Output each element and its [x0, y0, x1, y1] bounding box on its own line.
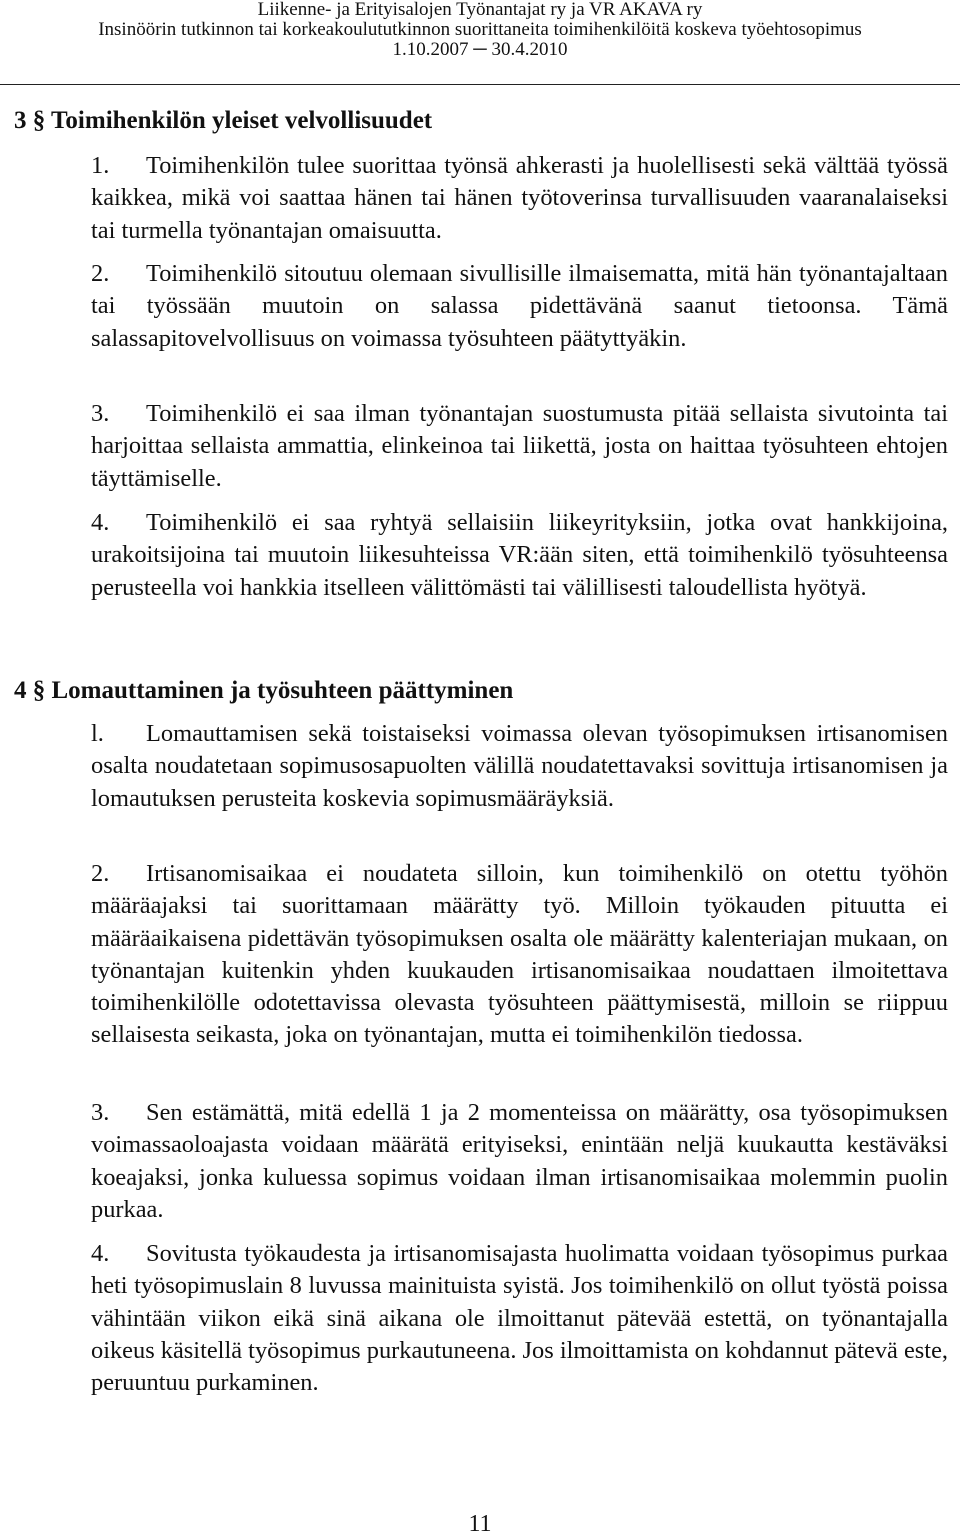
- page-number: 11: [468, 1511, 492, 1537]
- paragraph-number: 2.: [91, 260, 110, 287]
- section-heading-4: 4 § Lomauttaminen ja työsuhteen päättyminen: [14, 677, 514, 704]
- paragraph-number: 3.: [91, 1099, 110, 1126]
- paragraph-number: 4.: [91, 509, 110, 536]
- paragraph-number: 2.: [91, 860, 110, 887]
- paragraph-3-4: [91, 507, 948, 604]
- paragraph-3-1: [91, 150, 948, 247]
- paragraph-4-3: [91, 1097, 948, 1226]
- paragraph-3-3: [91, 398, 948, 495]
- header-line-3: 1.10.2007 ─ 30.4.2010: [392, 39, 568, 60]
- paragraph-number: 3.: [91, 400, 110, 427]
- paragraph-text: Toimihenkilön tulee suorittaa työnsä ahkerasti ja huolellisesti sekä välttää työssä kaikkea, mikä voi saattaa hänen tai hänen työtoverinsa turvallisuuden vaaranalaiseksi tai turmella työnantajan omaisuutta.: [91, 152, 948, 244]
- paragraph-number: 1.: [91, 152, 110, 179]
- paragraph-text: Toimihenkilö ei saa ryhtyä sellaisiin liikeyrityksiin, jotka ovat hankkijoina, urakoitsijoina tai muutoin liikesuhteissa VR:ään siten, että toimihenkilö työsuhteensa perusteella voi hankkia itselleen välittömästi tai välillisesti taloudellista hyötyä.: [91, 509, 948, 601]
- paragraph-number: l.: [91, 720, 104, 747]
- paragraph-4-1: [91, 718, 948, 815]
- paragraph-text: Sovitusta työkaudesta ja irtisanomisajasta huolimatta voidaan työsopimus purkaa heti työsopimuslain 8 luvussa mainituista syistä. Jos toimihenkilö on ollut työstä poissa vähintään viikon eikä sinä aikana ole ilmoittanut pätevää estettä, on työnantajalla oikeus käsitellä työsopimus purkautuneena. Jos ilmoittamista on kohdannut pätevä este, peruuntuu purkaminen.: [91, 1240, 948, 1397]
- paragraph-number: 4.: [91, 1240, 110, 1267]
- paragraph-text: Toimihenkilö ei saa ilman työnantajan suostumusta pitää sellaista sivutointa tai harjoittaa sellaista ammattia, elinkeinoa tai liikettä, josta on haittaa työsuhteen ehtojen täyttämiselle.: [91, 400, 948, 492]
- paragraph-3-2: [91, 258, 948, 355]
- paragraph-text: Irtisanomisaikaa ei noudateta silloin, kun toimihenkilö on otettu työhön määräajaksi tai suorittamaan määrätty työ. Milloin työkauden pituutta ei määräaikaisena pidettävän työsopimuksen osalta ole määrätty kalenteriajan mukaan, on työnantajan kuitenkin yhden kuukauden irtisanomisaikaa noudattaen ilmoitettava toimihenkilölle odotettavissa olevasta työsuhteen päättymisestä, milloin se riippuu sellaisesta seikasta, joka on työnantajan, mutta ei toimihenkilön tiedossa.: [91, 860, 948, 1049]
- header-line-1: Liikenne- ja Erityisalojen Työnantajat ry ja VR AKAVA ry: [257, 0, 703, 20]
- paragraph-text: Toimihenkilö sitoutuu olemaan sivullisille ilmaisematta, mitä hän työnantajaltaan tai työssään muutoin on salassa pidettävänä saanut tietoonsa. Tämä salassapitovelvollisuus on voimassa työsuhteen päätyttyäkin.: [91, 260, 948, 352]
- section-heading-3: 3 § Toimihenkilön yleiset velvollisuudet: [14, 107, 433, 134]
- paragraph-text: Lomauttamisen sekä toistaiseksi voimassa olevan työsopimuksen irtisanomisen osalta noudatetaan sopimusosapuolten välillä noudatettavaksi sovittuja irtisanomisen ja lomautuksen perusteita koskevia sopimusmääräyksiä.: [91, 720, 948, 812]
- paragraph-4-4: [91, 1238, 948, 1399]
- paragraph-text: Sen estämättä, mitä edellä 1 ja 2 momenteissa on määrätty, osa työsopimuksen voimassaoloajasta voidaan määrätä erityiseksi, enintään neljä kuukautta kestäväksi koeajaksi, jonka kuluessa sopimus voidaan ilman irtisanomisaikaa molemmin puolin purkaa.: [91, 1099, 948, 1223]
- running-header: [0, 0, 960, 60]
- paragraph-4-2: [91, 858, 948, 1052]
- header-line-2: Insinöörin tutkinnon tai korkeakoulututkinnon suorittaneita toimihenkilöitä koskeva työehtosopimus: [98, 19, 862, 40]
- header-divider: [0, 84, 960, 85]
